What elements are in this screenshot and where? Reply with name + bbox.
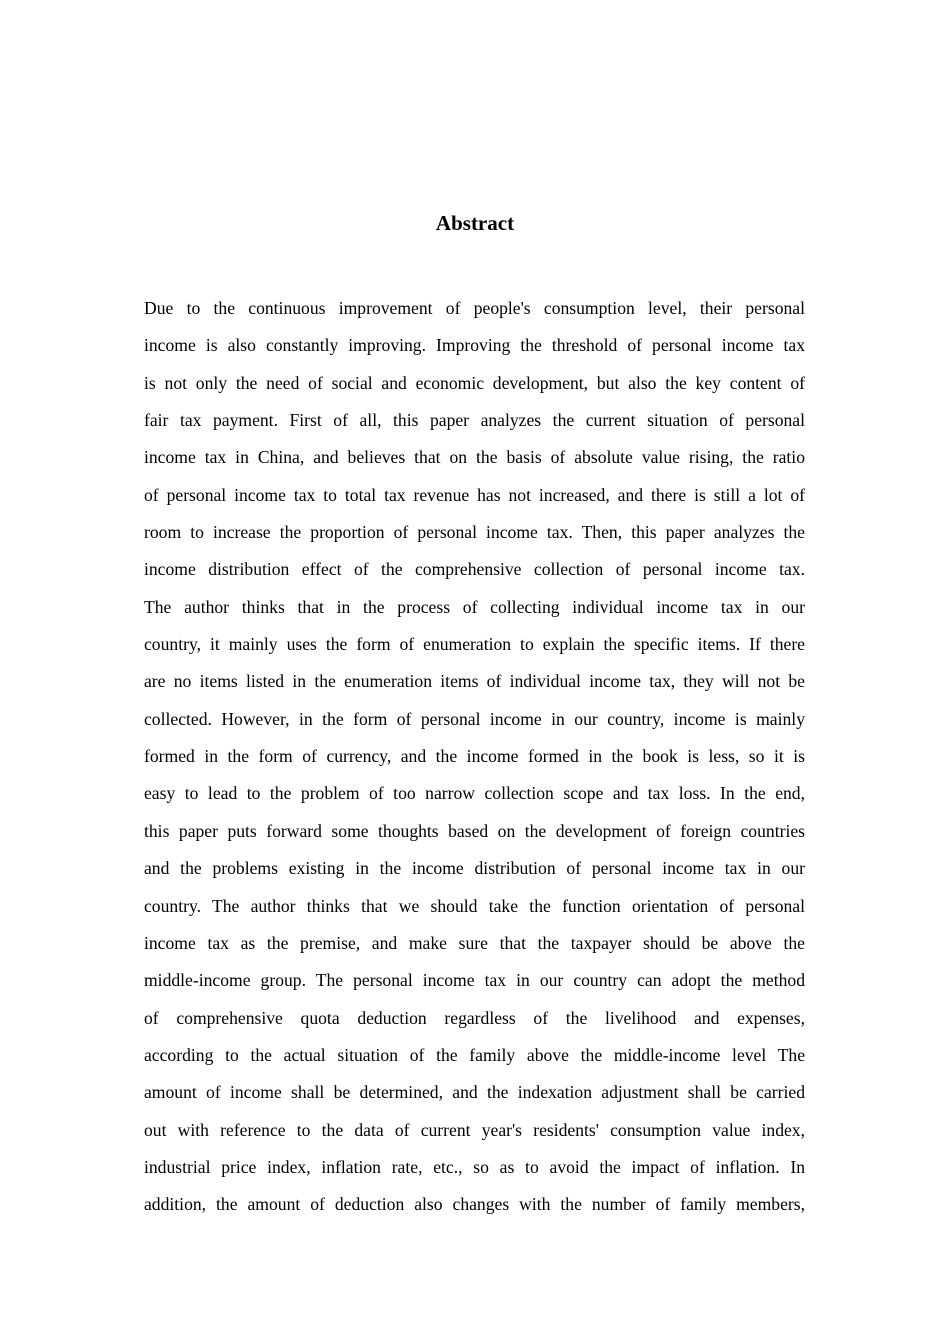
abstract-line: country. The author thinks that we should take the function orientation of personal — [144, 895, 805, 916]
abstract-line: according to the actual situation of the family above the middle-income level The — [144, 1044, 805, 1065]
abstract-line: income tax in China, and believes that on the basis of absolute value rising, the ratio — [144, 447, 805, 468]
abstract-line: industrial price index, inflation rate, etc., so as to avoid the impact of inflation. In — [144, 1156, 805, 1177]
abstract-line: is not only the need of social and economic development, but also the key content of — [144, 372, 805, 393]
abstract-line: are no items listed in the enumeration items of individual income tax, they will not be — [144, 671, 805, 692]
abstract-line: income is also constantly improving. Improving the threshold of personal income tax — [144, 335, 805, 356]
abstract-line: easy to lead to the problem of too narrow collection scope and tax loss. In the end, — [144, 783, 805, 804]
abstract-line: this paper puts forward some thoughts based on the development of foreign countries — [144, 820, 805, 841]
abstract-line: formed in the form of currency, and the income formed in the book is less, so it is — [144, 746, 805, 767]
abstract-line: income distribution effect of the comprehensive collection of personal income tax. — [144, 559, 805, 580]
abstract-title: Abstract — [435, 211, 515, 235]
abstract-line: amount of income shall be determined, and the indexation adjustment shall be carried — [144, 1082, 805, 1103]
abstract-line: collected. However, in the form of personal income in our country, income is mainly — [144, 708, 805, 729]
abstract-line: room to increase the proportion of personal income tax. Then, this paper analyzes the — [144, 522, 805, 543]
abstract-line: of comprehensive quota deduction regardless of the livelihood and expenses, — [144, 1007, 805, 1028]
abstract-body — [144, 290, 805, 1224]
abstract-line: Due to the continuous improvement of people's consumption level, their personal — [144, 298, 805, 318]
abstract-line: The author thinks that in the process of collecting individual income tax in our — [144, 596, 805, 617]
abstract-line: addition, the amount of deduction also changes with the number of family members, — [144, 1194, 805, 1215]
abstract-line: country, it mainly uses the form of enumeration to explain the specific items. If there — [144, 634, 805, 655]
abstract-line: and the problems existing in the income distribution of personal income tax in our — [144, 858, 805, 879]
abstract-line: middle-income group. The personal income tax in our country can adopt the method — [144, 970, 805, 991]
abstract-line: of personal income tax to total tax revenue has not increased, and there is still a lot of — [144, 484, 805, 505]
abstract-line: out with reference to the data of current year's residents' consumption value index, — [144, 1119, 805, 1140]
abstract-line: income tax as the premise, and make sure that the taxpayer should be above the — [144, 932, 805, 953]
abstract-line: fair tax payment. First of all, this paper analyzes the current situation of personal — [144, 410, 805, 431]
